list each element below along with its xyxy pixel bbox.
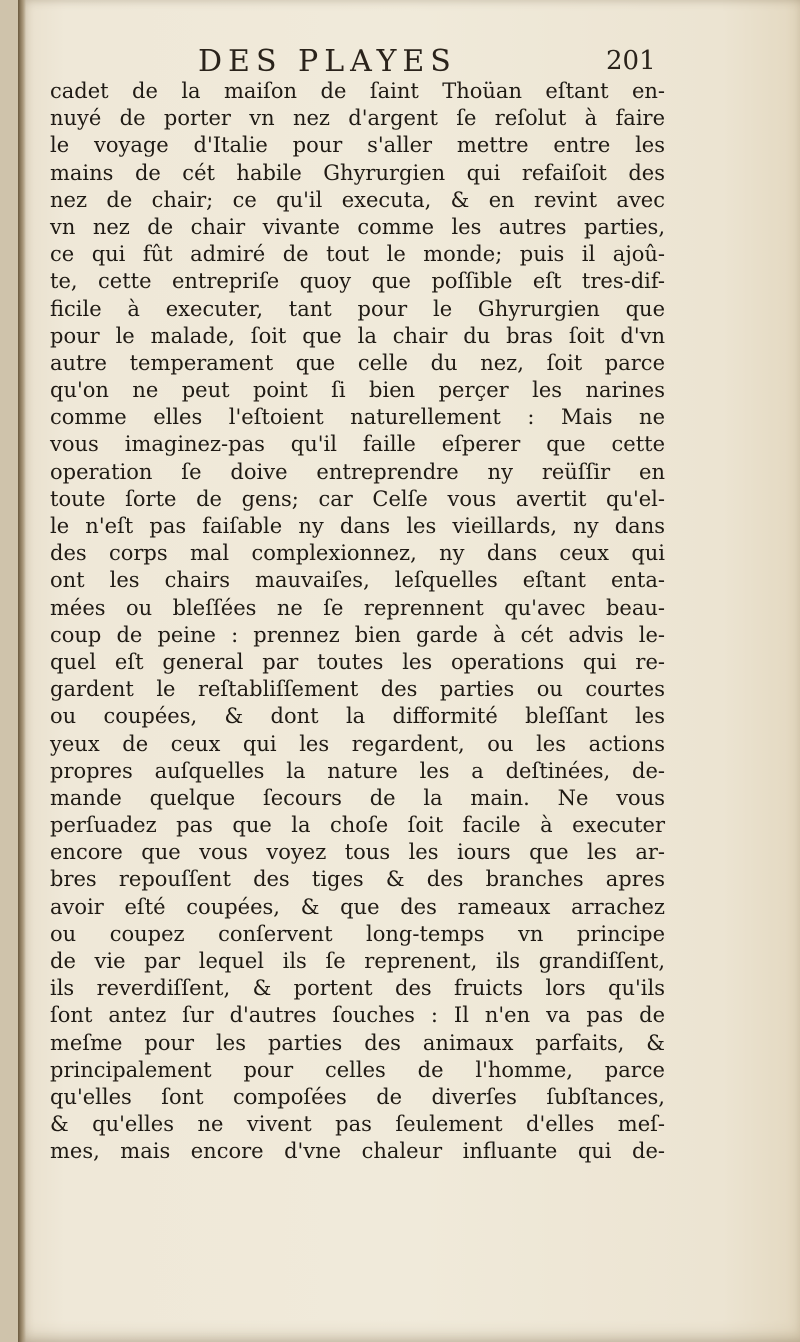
text-line: yeux de ceux qui les regardent, ou les actions (50, 731, 665, 756)
body-text (50, 78, 665, 1166)
text-line: ils reverdiſſent, & portent des fruicts lors qu'ils (50, 976, 665, 1001)
text-line: mains de cét habile Ghyrurgien qui refaiſoit des (50, 160, 665, 185)
text-line: de vie par lequel ils ſe reprenent, ils grandiſſent, (50, 949, 665, 973)
text-line: mes, mais encore d'vne chaleur influante qui de- (50, 1139, 665, 1164)
text-line: nez de chair; ce qu'il executa, & en revint avec (50, 187, 665, 212)
text-line: mande quelque ſecours de la main. Ne vous (50, 785, 665, 810)
text-line: ont les chairs mauvaiſes, leſquelles eſtant enta- (50, 568, 665, 593)
text-line: autre temperament que celle du nez, ſoit parce (50, 350, 665, 375)
text-line: pour le malade, ſoit que la chair du bras ſoit d'vn (50, 323, 665, 348)
text-line: mées ou bleſſées ne ſe reprennent qu'avec beau- (50, 595, 665, 620)
text-line: bres repouſſent des tiges & des branches apres (50, 867, 665, 892)
text-line: & qu'elles ne vivent pas ſeulement d'elles meſ- (50, 1112, 665, 1137)
text-line: vn nez de chair vivante comme les autres parties, (50, 214, 665, 239)
text-line: avoir eſté coupées, & que des rameaux arrachez (50, 894, 665, 919)
text-line: qu'on ne peut point ſi bien perçer les narines (50, 378, 665, 403)
text-line: qu'elles ſont compoſées de diverſes ſubſtances, (50, 1084, 665, 1109)
text-line: comme elles l'eſtoient naturellement : Mais ne (50, 405, 665, 430)
text-line: propres auſquelles la nature les a deſtinées, de- (50, 758, 665, 783)
text-line: te, cette entrepriſe quoy que poſſible eſt tres-dif- (50, 269, 665, 294)
text-line: ficile à executer, tant pour le Ghyrurgien que (50, 296, 665, 321)
text-line: ou coupées, & dont la difformité bleſſant les (50, 704, 665, 729)
text-line: operation ſe doive entreprendre ny reüſſir en (50, 459, 665, 484)
text-line: perſuadez pas que la choſe ſoit facile à executer (50, 813, 665, 838)
text-line: meſme pour les parties des animaux parfaits, & (50, 1030, 665, 1055)
text-line: gardent le reſtabliſſement des parties ou courtes (50, 677, 665, 702)
text-line: cadet de la maiſon de ſaint Thoüan eſtant en- (50, 79, 665, 103)
text-line: ſont antez ſur d'autres ſouches : Il n'en va pas de (50, 1003, 665, 1028)
text-line: coup de peine : prennez bien garde à cét advis le- (50, 622, 665, 647)
text-line: vous imaginez-pas qu'il faille eſperer que cette (50, 432, 665, 457)
running-title: DES PLAYES (198, 44, 457, 79)
text-line: quel eſt general par toutes les operations qui re- (50, 649, 665, 674)
text-line: principalement pour celles de l'homme, parce (50, 1057, 665, 1082)
text-line: encore que vous voyez tous les iours que les ar- (50, 840, 665, 865)
text-line: toute ſorte de gens; car Celſe vous avertit qu'el- (50, 486, 665, 511)
text-line: le voyage d'Italie pour s'aller mettre entre les (50, 133, 665, 158)
page-number: 201 (606, 46, 656, 76)
text-line: nuyé de porter vn nez d'argent ſe reſolut à faire (50, 106, 665, 131)
text-line: des corps mal complexionnez, ny dans ceux qui (50, 541, 665, 566)
text-line: ou coupez conſervent long-temps vn principe (50, 921, 665, 946)
book-page (18, 0, 800, 1342)
text-line: ce qui fût admiré de tout le monde; puis il ajoû- (50, 242, 665, 267)
text-line: le n'eſt pas faiſable ny dans les vieillards, ny dans (50, 514, 665, 538)
